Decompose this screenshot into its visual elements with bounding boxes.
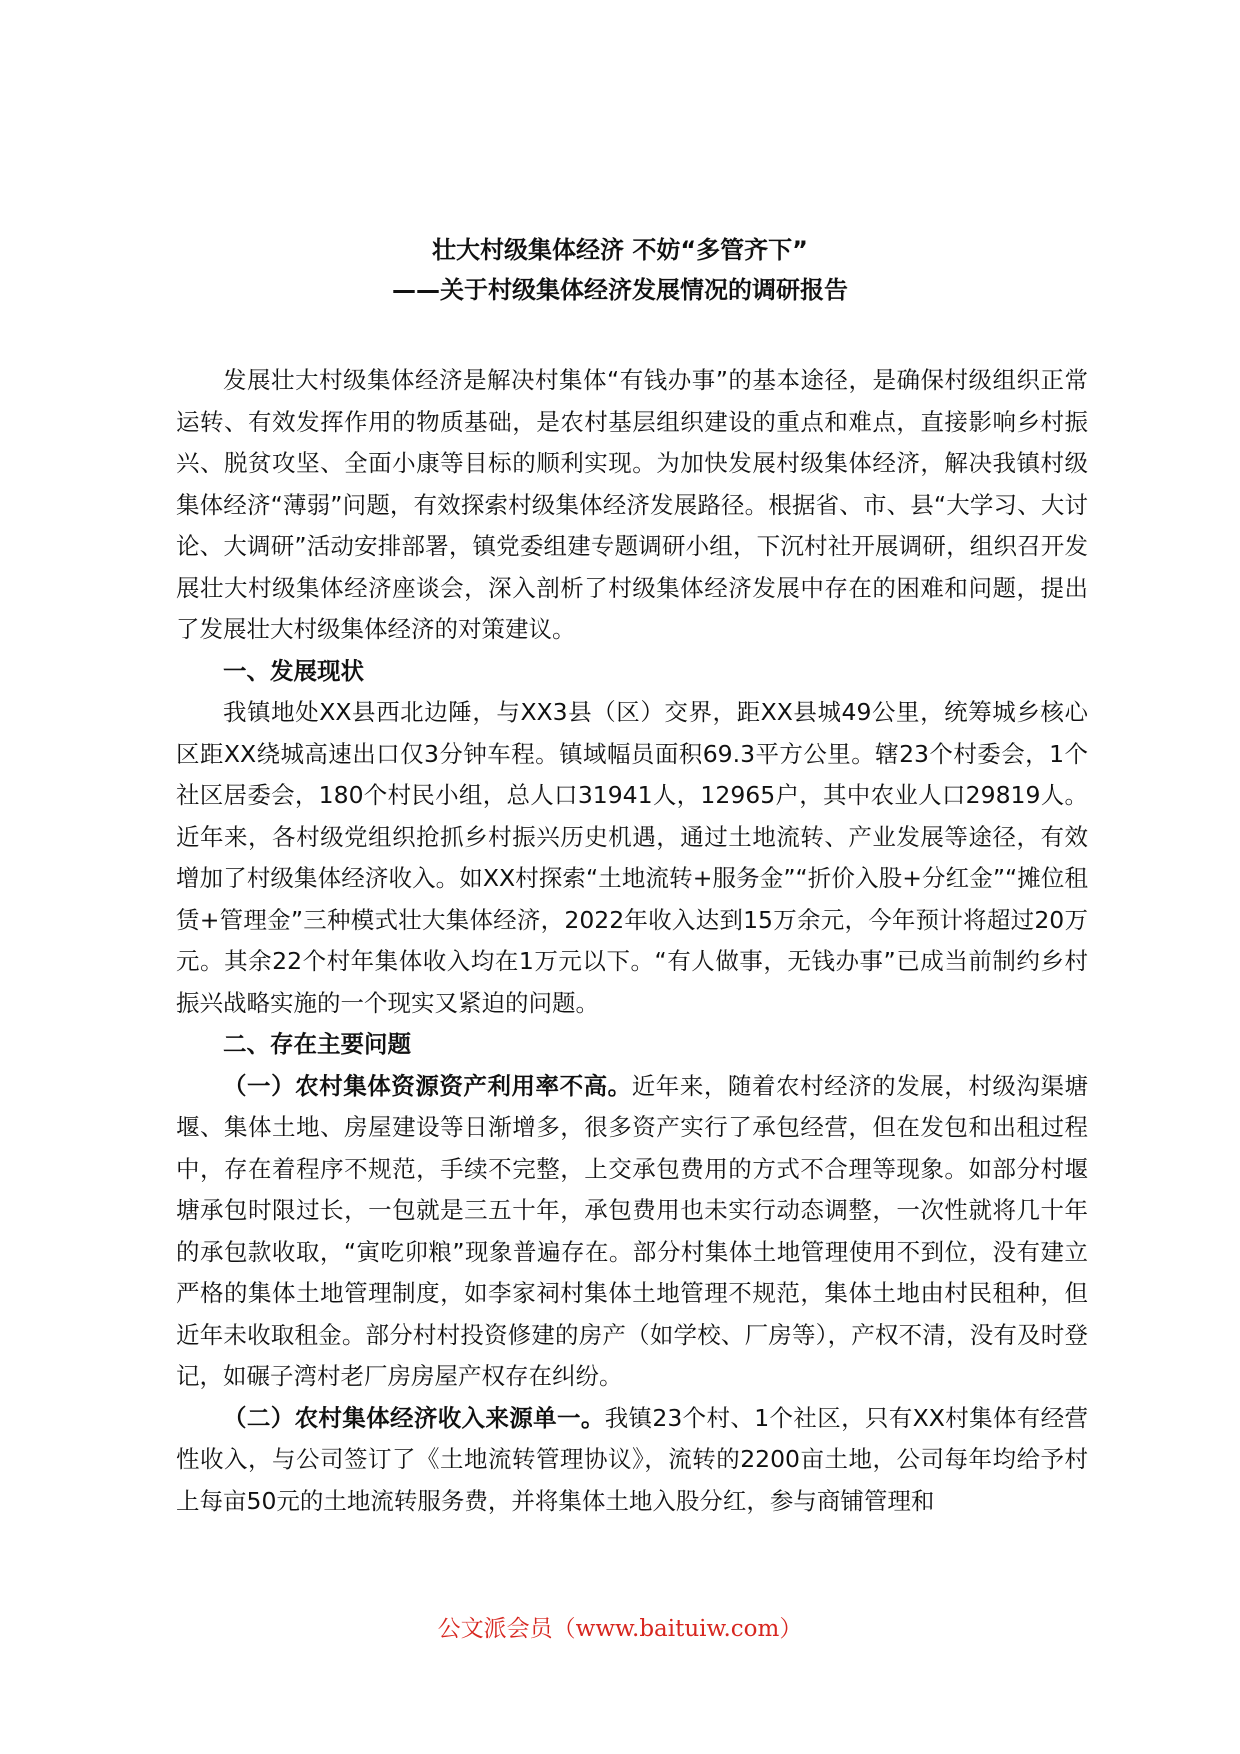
problem-item-2 xyxy=(176,1398,1088,1523)
status-paragraph: 我镇地处XX县西北边陲，与XX3县（区）交界，距XX县城49公里，统筹城乡核心区距XX绕城高速出口仅3分钟车程。镇域幅员面积69.3平方公里。辖23个村委会，1个社区居委会，180个村民小组，总人口31941人，12965户，其中农业人口29819人。近年来，各村级党组织抢抓乡村振兴历史机遇，通过土地流转、产业发展等途径，有效增加了村级集体经济收入。如XX村探索“土地流转+服务金”“折价入股+分红金”“摊位租赁+管理金”三种模式壮大集体经济，2022年收入达到15万余元，今年预计将超过20万元。其余22个村年集体收入均在1万元以下。“有人做事，无钱办事”已成当前制约乡村振兴战略实施的一个现实又紧迫的问题。 xyxy=(176,698,1088,1017)
title-block xyxy=(0,230,1240,310)
document-body xyxy=(176,360,1088,1522)
section-heading-status: 一、发展现状 xyxy=(223,656,364,685)
footer-url[interactable]: （www.baituiw.com） xyxy=(552,1616,803,1642)
document-title: 壮大村级集体经济 不妨“多管齐下” xyxy=(432,236,808,264)
section-heading-problems: 二、存在主要问题 xyxy=(223,1030,411,1058)
problem-item-2-lead: （二）农村集体经济收入来源单一。 xyxy=(223,1403,605,1432)
intro-paragraph: 发展壮大村级集体经济是解决村集体“有钱办事”的基本途径，是确保村级组织正常运转、有效发挥作用的物质基础，是农村基层组织建设的重点和难点，直接影响乡村振兴、脱贫攻坚、全面小康等目标的顺利实现。为加快发展村级集体经济，解决我镇村级集体经济“薄弱”问题，有效探索村级集体经济发展路径。根据省、市、县“大学习、大讨论、大调研”活动安排部署，镇党委组建专题调研小组，下沉村社开展调研，组织召开发展壮大村级集体经济座谈会，深入剖析了村级集体经济发展中存在的困难和问题，提出了发展壮大村级集体经济的对策建议。 xyxy=(176,366,1088,643)
document-subtitle: ——关于村级集体经济发展情况的调研报告 xyxy=(392,276,848,304)
problem-item-1 xyxy=(176,1066,1088,1398)
footer-member-label: 公文派会员 xyxy=(437,1616,553,1642)
problem-item-2-body: 我镇23个村、1个社区，只有XX村集体有经营性收入，与公司签订了《土地流转管理协议》，流转的2200亩土地，公司每年均给予村上每亩50元的土地流转服务费，并将集体土地入股分红，参与商铺管理和 xyxy=(176,1403,1088,1515)
problem-item-1-lead: （一）农村集体资源资产利用率不高。 xyxy=(223,1071,632,1100)
footer-watermark xyxy=(0,1612,1240,1646)
problem-item-1-body: 近年来，随着农村经济的发展，村级沟渠塘堰、集体土地、房屋建设等日渐增多，很多资产实行了承包经营，但在发包和出租过程中，存在着程序不规范，手续不完整，上交承包费用的方式不合理等现象。如部分村堰塘承包时限过长，一包就是三五十年，承包费用也未实行动态调整，一次性就将几十年的承包款收取，“寅吃卯粮”现象普遍存在。部分村集体土地管理使用不到位，没有建立严格的集体土地管理制度，如李家祠村集体土地管理不规范，集体土地由村民租种，但近年未收取租金。部分村村投资修建的房产（如学校、厂房等），产权不清，没有及时登记，如碾子湾村老厂房房屋产权存在纠纷。 xyxy=(176,1071,1089,1390)
